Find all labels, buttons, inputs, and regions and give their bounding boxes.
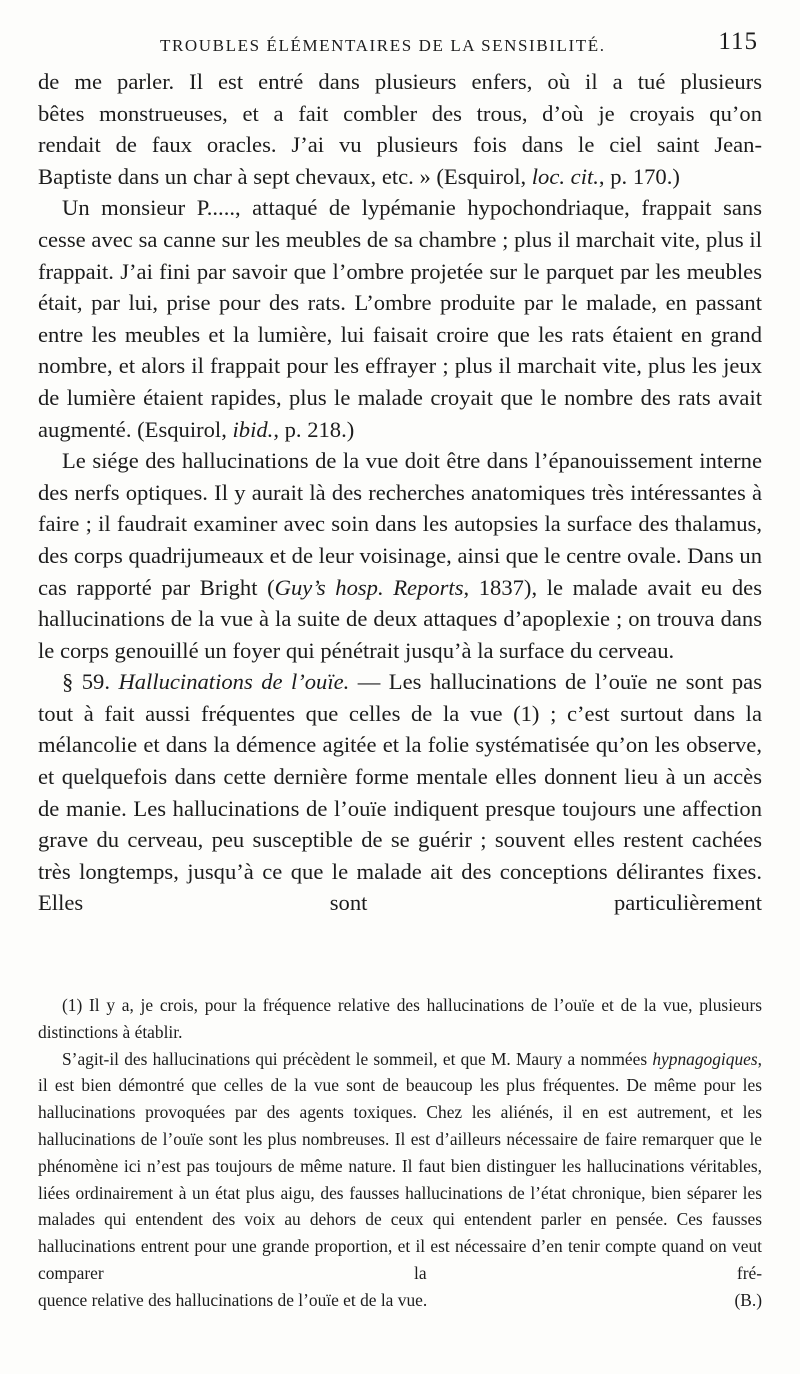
page-header	[38, 30, 762, 66]
ibid-italic: ibid.	[232, 416, 274, 442]
paragraph-1-citation: , p. 170.)	[598, 163, 680, 189]
paragraph-1-line-4	[38, 161, 762, 193]
footnote-1: (1) Il y a, je crois, pour la fréquence relative des hallucinations de l’ouïe et de la vue, plusieurs distinctions à établir.	[38, 995, 762, 1042]
loc-cit-italic: loc. cit.	[531, 163, 599, 189]
footnote-1-continued	[38, 1046, 762, 1287]
paragraph-1-line-2: bêtes monstrueuses, et a fait combler des trous, d’où je croyais qu’on	[38, 100, 762, 126]
footnote-final-text: quence relative des hallucinations de l’ouïe et de la vue.	[38, 1289, 428, 1310]
paragraph-3-text: Le siége des hallucinations de la vue doit être dans l’épanouissement interne des nerfs optiques. Il y aurait là des recherches anatomiques très intéressantes à faire ; il faudrait examiner avec soin dans les autopsies la surface des thalamus, des corps quadrijumeaux et de leur voisinage, ainsi que le centre ovale. Dans un cas rapporté par Bright (	[38, 448, 762, 600]
paragraph-1-line-3: rendait de faux oracles. J’ai vu plusieurs fois dans le ciel saint Jean-	[38, 132, 762, 158]
hypnagogiques-italic: hypnagogiques	[652, 1048, 758, 1069]
paragraph-4-text: — Les hallucinations de l’ouïe ne sont pas tout à fait aussi fréquentes que celles de la vue (1) ; c’est surtout dans la mélancolie et dans la démence agitée et la folie systématisée qu’on les observe, et quelquefois dans cette dernière forme mentale elles donnent lieu à un accès de manie. Les hallucinations de l’ouïe indiquent presque toujours une affection grave du cerveau, peu susceptible de se guérir ; souvent elles restent cachées très longtemps, jusqu’à ce que le malade ait des conceptions délirantes fixes. Elles sont particulièrement	[38, 669, 762, 916]
footnotes	[38, 992, 762, 1314]
page-number: 115	[718, 28, 758, 55]
footnote-text: S’agit-il des hallucinations qui précèdent le sommeil, et que M. Maury a nommées	[62, 1048, 653, 1069]
paragraph-1-line-1: de me parler. Il est entré dans plusieurs enfers, où il a tué plusieurs	[38, 69, 762, 94]
paragraph-2-text: Un monsieur P....., attaqué de lypémanie hypochondriaque, frappait sans cesse avec sa canne sur les meubles de sa chambre ; plus il marchait vite, plus il frappait. J’ai fini par savoir que l’ombre projetée sur le parquet par les meubles était, par lui, prise pour des rats. L’ombre produite par le malade, en passant entre les meubles et la lumière, lui faisait croire que les rats étaient en grand nombre, et alors il frappait pour les effrayer ; plus il marchait vite, plus les jeux de lumière étaient rapides, plus le malade croyait que le nombre des rats avait augmenté. (Esquirol,	[38, 195, 762, 442]
footnote-text-rest: , il est bien démontré que celles de la vue sont de beaucoup les plus fréquentes. De même pour les hallucinations provoquées par des agents toxiques. Chez les aliénés, il en est autrement, et les hallucinations de l’ouïe sont les plus nombreuses. Il est d’ailleurs nécessaire de faire remarquer que le phénomène ici n’est pas toujours de même nature. Il faut bien distinguer les hallucinations véritables, liées ordinairement à un état plus aigu, des fausses hallucinations de l’état chronique, bien séparer les malades qui entendent des voix au dehors de ceux qui entendent parler en pensée. Ces fausses hallucinations entrent pour une grande proportion, et il est nécessaire d’en tenir compte quand on veut comparer la fré-	[38, 1048, 762, 1283]
main-text	[38, 66, 762, 919]
paragraph-4	[38, 666, 762, 919]
section-heading: Hallucinations de l’ouïe.	[118, 669, 350, 695]
reports-title-italic: Guy’s hosp. Reports	[274, 574, 464, 600]
running-title: TROUBLES ÉLÉMENTAIRES DE LA SENSIBILITÉ.	[160, 36, 606, 55]
paragraph-1-text: Baptiste dans un char à sept chevaux, etc. » (Esquirol,	[38, 163, 532, 189]
section-number: § 59.	[62, 669, 119, 695]
footnote-signature: (B.)	[734, 1289, 762, 1310]
paragraph-2	[38, 192, 762, 445]
paragraph-3	[38, 445, 762, 666]
paragraph-2-citation: , p. 218.)	[273, 416, 355, 442]
paragraph-3-text-end: , 1837), le malade avait eu des hallucinations de la vue à la suite de deux attaques d’apoplexie ; on trouva dans le corps genouillé un foyer qui pénétrait jusqu’à la surface du cerveau.	[38, 574, 762, 663]
footnote-last-line	[38, 1287, 762, 1314]
